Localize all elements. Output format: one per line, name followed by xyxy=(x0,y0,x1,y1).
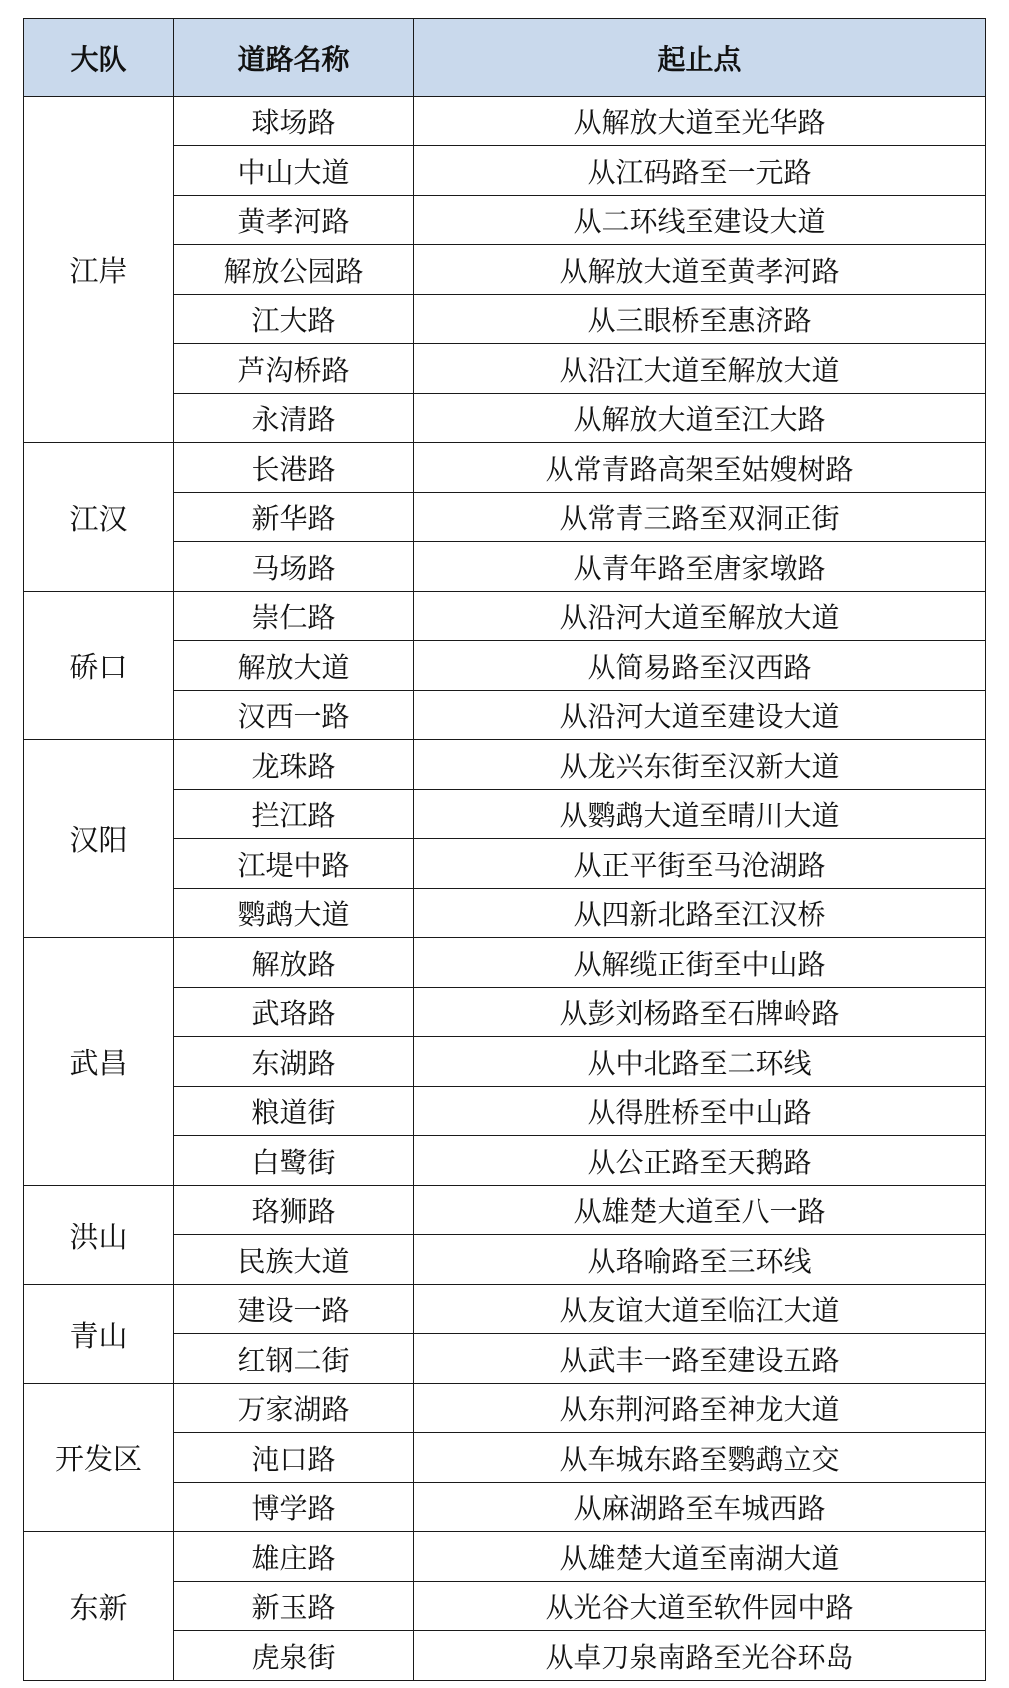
road-name-cell: 马场路 xyxy=(174,542,414,592)
road-name-cell: 虎泉街 xyxy=(174,1631,414,1681)
road-name-cell: 新华路 xyxy=(174,493,414,542)
road-name-cell: 博学路 xyxy=(174,1483,414,1532)
start-end-cell: 从武丰一路至建设五路 xyxy=(414,1334,986,1384)
start-end-cell: 从沿河大道至建设大道 xyxy=(414,691,986,740)
start-end-cell: 从卓刀泉南路至光谷环岛 xyxy=(414,1631,986,1681)
start-end-cell: 从鹦鹉大道至晴川大道 xyxy=(414,790,986,839)
start-end-cell: 从麻湖路至车城西路 xyxy=(414,1483,986,1532)
road-name-cell: 拦江路 xyxy=(174,790,414,839)
road-name-cell: 沌口路 xyxy=(174,1433,414,1483)
table-row xyxy=(24,1384,986,1433)
team-cell: 硚口 xyxy=(24,592,174,740)
start-end-cell: 从解放大道至黄孝河路 xyxy=(414,245,986,295)
road-name-cell: 民族大道 xyxy=(174,1235,414,1285)
table-row xyxy=(24,443,986,493)
road-name-cell: 珞狮路 xyxy=(174,1186,414,1235)
road-name-cell: 武珞路 xyxy=(174,988,414,1037)
table-body xyxy=(24,97,986,1681)
team-cell: 江汉 xyxy=(24,443,174,592)
road-name-cell: 解放公园路 xyxy=(174,245,414,295)
start-end-cell: 从中北路至二环线 xyxy=(414,1037,986,1087)
start-end-cell: 从雄楚大道至八一路 xyxy=(414,1186,986,1235)
start-end-cell: 从沿河大道至解放大道 xyxy=(414,592,986,641)
road-name-cell: 长港路 xyxy=(174,443,414,493)
start-end-cell: 从龙兴东街至汉新大道 xyxy=(414,740,986,790)
table-row xyxy=(24,1186,986,1235)
start-end-cell: 从解放大道至光华路 xyxy=(414,97,986,146)
start-end-cell: 从常青三路至双洞正街 xyxy=(414,493,986,542)
road-name-cell: 雄庄路 xyxy=(174,1532,414,1582)
road-name-cell: 粮道街 xyxy=(174,1087,414,1136)
road-name-cell: 解放路 xyxy=(174,938,414,988)
header-row xyxy=(24,19,986,97)
start-end-cell: 从得胜桥至中山路 xyxy=(414,1087,986,1136)
start-end-cell: 从青年路至唐家墩路 xyxy=(414,542,986,592)
road-name-cell: 新玉路 xyxy=(174,1582,414,1631)
start-end-cell: 从友谊大道至临江大道 xyxy=(414,1285,986,1334)
start-end-cell: 从四新北路至江汉桥 xyxy=(414,889,986,938)
start-end-cell: 从正平街至马沧湖路 xyxy=(414,839,986,889)
table-row xyxy=(24,740,986,790)
team-cell: 武昌 xyxy=(24,938,174,1186)
road-name-cell: 球场路 xyxy=(174,97,414,146)
start-end-cell: 从常青路高架至姑嫂树路 xyxy=(414,443,986,493)
team-cell: 开发区 xyxy=(24,1384,174,1532)
road-name-cell: 黄孝河路 xyxy=(174,196,414,245)
road-name-cell: 东湖路 xyxy=(174,1037,414,1087)
start-end-cell: 从珞喻路至三环线 xyxy=(414,1235,986,1285)
start-end-cell: 从东荆河路至神龙大道 xyxy=(414,1384,986,1433)
start-end-cell: 从简易路至汉西路 xyxy=(414,641,986,691)
road-name-cell: 江堤中路 xyxy=(174,839,414,889)
road-name-cell: 崇仁路 xyxy=(174,592,414,641)
start-end-cell: 从二环线至建设大道 xyxy=(414,196,986,245)
team-cell: 青山 xyxy=(24,1285,174,1384)
road-name-cell: 永清路 xyxy=(174,394,414,443)
start-end-cell: 从江码路至一元路 xyxy=(414,146,986,196)
road-name-cell: 江大路 xyxy=(174,295,414,344)
table-row xyxy=(24,592,986,641)
road-name-cell: 红钢二街 xyxy=(174,1334,414,1384)
road-name-cell: 解放大道 xyxy=(174,641,414,691)
start-end-cell: 从沿江大道至解放大道 xyxy=(414,344,986,394)
road-name-cell: 汉西一路 xyxy=(174,691,414,740)
start-end-cell: 从光谷大道至软件园中路 xyxy=(414,1582,986,1631)
road-name-cell: 万家湖路 xyxy=(174,1384,414,1433)
header-start-end: 起止点 xyxy=(414,19,986,97)
start-end-cell: 从解放大道至江大路 xyxy=(414,394,986,443)
team-cell: 汉阳 xyxy=(24,740,174,938)
table-row xyxy=(24,938,986,988)
road-name-cell: 芦沟桥路 xyxy=(174,344,414,394)
table-row xyxy=(24,1285,986,1334)
road-name-cell: 中山大道 xyxy=(174,146,414,196)
team-cell: 东新 xyxy=(24,1532,174,1681)
start-end-cell: 从公正路至天鹅路 xyxy=(414,1136,986,1186)
team-cell: 江岸 xyxy=(24,97,174,443)
start-end-cell: 从解缆正街至中山路 xyxy=(414,938,986,988)
team-cell: 洪山 xyxy=(24,1186,174,1285)
road-schedule-table xyxy=(23,18,986,1681)
start-end-cell: 从彭刘杨路至石牌岭路 xyxy=(414,988,986,1037)
road-name-cell: 建设一路 xyxy=(174,1285,414,1334)
road-name-cell: 鹦鹉大道 xyxy=(174,889,414,938)
header-team: 大队 xyxy=(24,19,174,97)
start-end-cell: 从车城东路至鹦鹉立交 xyxy=(414,1433,986,1483)
road-name-cell: 龙珠路 xyxy=(174,740,414,790)
header-road-name: 道路名称 xyxy=(174,19,414,97)
road-name-cell: 白鹭街 xyxy=(174,1136,414,1186)
start-end-cell: 从三眼桥至惠济路 xyxy=(414,295,986,344)
start-end-cell: 从雄楚大道至南湖大道 xyxy=(414,1532,986,1582)
table-row xyxy=(24,1532,986,1582)
table-row xyxy=(24,97,986,146)
